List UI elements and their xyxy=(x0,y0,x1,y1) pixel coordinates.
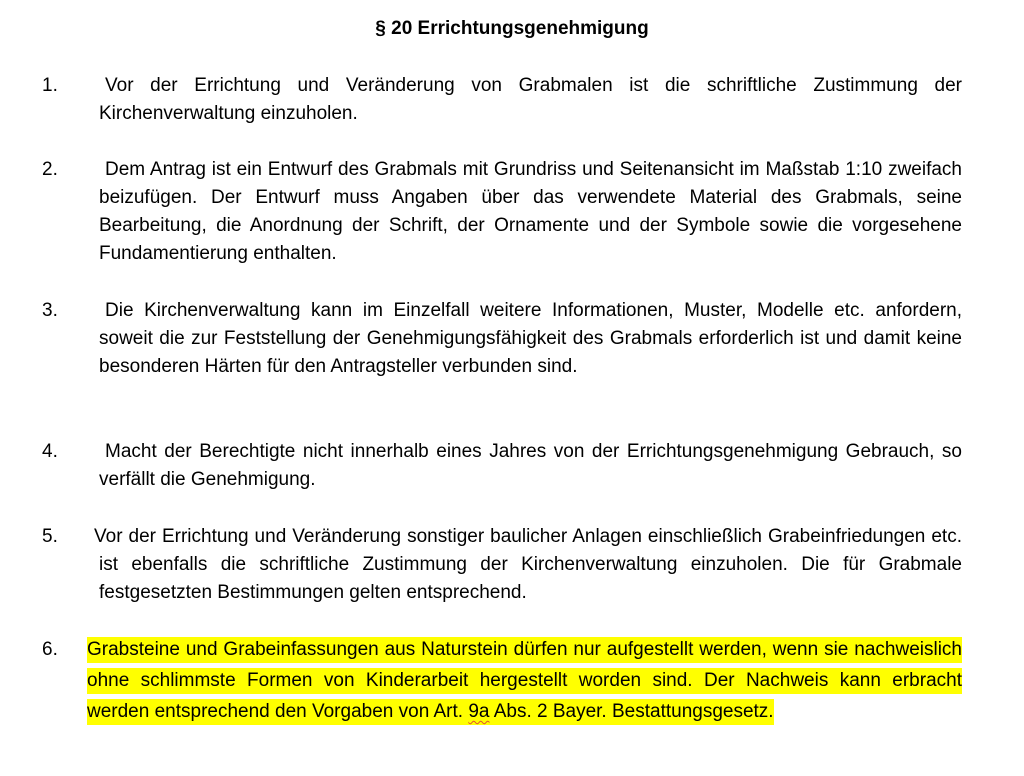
highlighted-item-text xyxy=(87,634,962,727)
item-text: Vor der Errichtung und Veränderung von Grabmalen ist die schriftliche Zustimmung der Kirchenverwaltung einzuholen. xyxy=(99,75,962,124)
item-text: Die Kirchenverwaltung kann im Einzelfall weitere Informationen, Muster, Modelle etc. anfordern, soweit die zur Feststellung der Genehmigungsfähigkeit des Grabmals erforderlich ist und damit keine besonderen Härten für den Antragsteller verbunden sind. xyxy=(99,300,962,377)
item-text: Dem Antrag ist ein Entwurf des Grabmals mit Grundriss und Seitenansicht im Maßstab 1:10 zweifach beizufügen. Der Entwurf muss Angaben über das verwendete Material des Grabmals, seine Bearbeitung, die Anordnung der Schrift, der Ornamente und der Symbole sowie die vorgesehene Fundamentierung enthalten. xyxy=(99,159,962,264)
item-number: 1. xyxy=(42,75,58,96)
highlight-mark xyxy=(87,637,962,725)
item-text-before: Grabsteine und Grabeinfassungen aus Naturstein dürfen nur aufgestellt werden, wenn sie nachweislich ohne schlimmste Formen von Kinderarbeit hergestellt worden sind. Der Nachweis kann erbracht werden entsprechend den Vorgaben von Art. xyxy=(87,639,962,722)
item-text-after: Abs. 2 Bayer. Bestattungsgesetz. xyxy=(489,701,774,722)
section-title: § 20 Errichtungsgenehmigung xyxy=(375,18,649,39)
item-number: 3. xyxy=(42,300,58,321)
item-number: 4. xyxy=(42,441,58,462)
item-number: 5. xyxy=(42,526,58,547)
item-text: Vor der Errichtung und Veränderung sonstiger baulicher Anlagen einschließlich Grabeinfriedungen etc. ist ebenfalls die schriftliche Zustimmung der Kirchenverwaltung einzuholen. Die für Grabmale festgesetzten Bestimmungen gelten entsprechend. xyxy=(94,526,962,603)
spellcheck-flagged-word: 9a xyxy=(468,701,490,722)
item-number: 2. xyxy=(42,159,58,180)
item-text: Macht der Berechtigte nicht innerhalb eines Jahres von der Errichtungsgenehmigung Gebrauch, so verfällt die Genehmigung. xyxy=(99,441,962,490)
item-number: 6. xyxy=(42,639,58,660)
